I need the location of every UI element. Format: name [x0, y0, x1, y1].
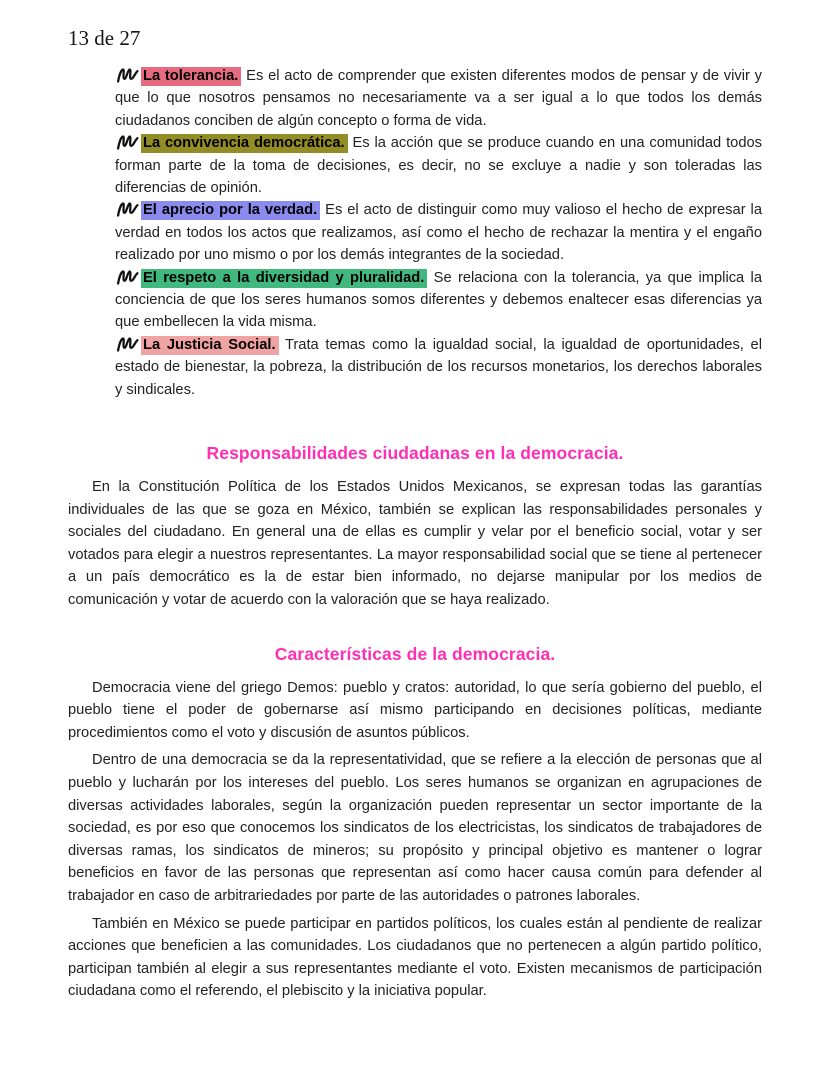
section-heading: Responsabilidades ciudadanas en la democracia. — [206, 443, 624, 464]
bullet-text: Se relaciona con la tolerancia, ya que implica la conciencia de que los seres humanos somos diferentes y debemos enaltecer esas diferencias ya que embellecen la vida misma. — [115, 269, 762, 331]
pen-scribble-icon — [115, 134, 140, 149]
paragraph: Dentro de una democracia se da la representatividad, que se refiere a la elección de personas que al pueblo y lucharán por los intereses del pueblo. Los seres humanos se organizan en agrupaciones de diversas actividades laborales, según la organización pueden representar un sector importante de la sociedad, es por eso que conocemos los sindicatos de los electricistas, los sindicatos de trabajadores de diversas ramas, los sindicatos de mineros; su propósito y principal objetivo es mantener o lograr beneficios en favor de las personas que representan así como hacer causa común para defender al trabajador en caso de arbitrariedades por parte de las autoridades o patrones laborales. — [68, 752, 762, 904]
highlighted-term: El respeto a la diversidad y pluralidad. — [141, 269, 427, 288]
list-item — [115, 334, 762, 401]
list-item — [115, 267, 762, 334]
list-item — [115, 65, 762, 132]
pen-scribble-icon — [115, 201, 140, 216]
highlighted-term: La convivencia democrática. — [141, 134, 348, 153]
section-heading: Características de la democracia. — [274, 643, 556, 664]
bullet-text: Es el acto de comprender que existen diferentes modos de pensar y de vivir y que lo que nosotros pensamos no necesariamente va a ser igual a lo que todos los demás ciudadanos conciben de algún concepto o forma de vida. — [115, 68, 762, 129]
bullet-text: Trata temas como la igualdad social, la igualdad de oportunidades, el estado de bienestar, la pobreza, la distribución de los recursos monetarios, los derechos laborales y sindicales. — [115, 336, 762, 398]
bullet-list — [115, 65, 762, 401]
highlighted-term: La Justicia Social. — [141, 336, 279, 355]
pen-scribble-icon — [115, 269, 140, 284]
pen-scribble-icon — [115, 336, 140, 351]
highlighted-term: El aprecio por la verdad. — [141, 201, 320, 220]
bullet-text: Es la acción que se produce cuando en una comunidad todos forman parte de la toma de decisiones, es decir, no se excluye a nadie y son toleradas las diferencias de opinión. — [115, 135, 762, 197]
paragraph: Democracia viene del griego Demos: pueblo y cratos: autoridad, lo que sería gobierno del pueblo, el pueblo tiene el poder de gobernarse así mismo participando en decisiones políticas, mediante procedimientos como el voto y discusión de asuntos públicos. — [68, 679, 762, 741]
list-item — [115, 199, 762, 266]
pen-scribble-icon — [115, 67, 140, 82]
highlighted-term: La tolerancia. — [141, 67, 241, 86]
paragraph: También en México se puede participar en partidos políticos, los cuales están al pendiente de realizar acciones que beneficien a las comunidades. Los ciudadanos que no pertenecen a algún partido político, participan también al elegir a sus representantes mediante el voto. Existen mecanismos de participación ciudadana como el referendo, el plebiscito y la iniciativa popular. — [68, 915, 762, 1000]
paragraph: En la Constitución Política de los Estados Unidos Mexicanos, se expresan todas las garantías individuales de las que se goza en México, también se explican las responsabilidades personales y sociales del ciudadano. En general una de ellas es cumplir y velar por el beneficio social, votar y ser votados para elegir a nuestros representantes. La mayor responsabilidad social que se tiene al pertenecer a un país democrático es la de estar bien informado, no dejarse manipular por los medios de comunicación y votar de acuerdo con la valoración que se haya realizado. — [68, 479, 762, 609]
bullet-text: Es el acto de distinguir como muy valioso el hecho de expresar la verdad en todos los actos que realizamos, así como el hecho de rechazar la mentira y el engaño realizado por uno mismo o por los demás integrantes de la sociedad. — [115, 202, 762, 264]
list-item — [115, 132, 762, 199]
page-number: 13 de 27 — [68, 26, 141, 50]
